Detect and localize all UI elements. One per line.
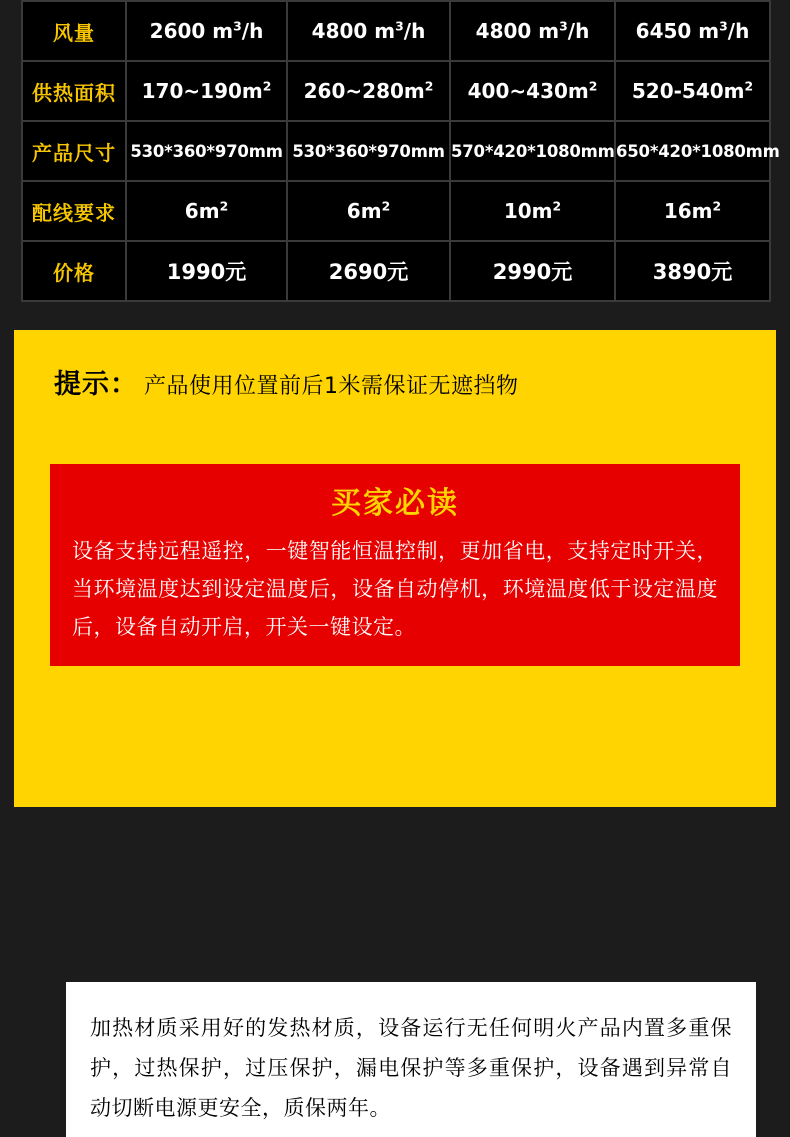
tip-row: [54, 362, 519, 401]
specification-table: [21, 0, 780, 302]
table-cell: [615, 121, 780, 181]
cell-value: 530*360*970mm: [130, 141, 283, 161]
table-cell: [615, 1, 770, 61]
table-cell: [615, 61, 770, 121]
row-label-wiring: 配线要求: [22, 181, 126, 241]
cell-value: $170\sim 190m^2$: [141, 78, 272, 103]
cell-value: $520-540m^2$: [631, 78, 754, 103]
table-row: [22, 61, 770, 121]
table-cell: [450, 1, 615, 61]
cell-value: 4800 $m^3/h$: [475, 18, 590, 43]
table-row: [22, 121, 770, 181]
price-value: 2990元: [492, 260, 573, 284]
table-cell: [287, 1, 450, 61]
price-value: 1990元: [166, 260, 247, 284]
table-cell: [450, 241, 615, 301]
cell-value: 2600 $m^3/h$: [149, 18, 264, 43]
table-cell: [450, 61, 615, 121]
buyer-must-read-title: 买家必读: [331, 486, 459, 521]
row-label-airflow: 风量: [22, 1, 126, 61]
table-cell: [126, 1, 287, 61]
cell-value: $400\sim 430m^2$: [467, 78, 598, 103]
table-cell: [287, 241, 450, 301]
cell-value: $10m^2$: [503, 198, 562, 223]
table-cell: [287, 181, 450, 241]
safety-info-box: [66, 982, 756, 1137]
table-cell: [287, 61, 450, 121]
cell-value: 6450 $m^3/h$: [635, 18, 750, 43]
table-cell: [126, 121, 287, 181]
price-value: 3890元: [652, 260, 733, 284]
cell-value: 530*360*970mm: [292, 141, 445, 161]
table-cell: [450, 181, 615, 241]
row-label-price: 价格: [22, 241, 126, 301]
tip-text: 产品使用位置前后1米需保证无遮挡物: [144, 374, 519, 399]
price-value: 2690元: [328, 260, 409, 284]
table-cell: [126, 241, 287, 301]
safety-info-body: 加热材质采用好的发热材质，设备运行无任何明火产品内置多重保护，过热保护，过压保护，漏电保护等多重保护，设备遇到异常自动切断电源更安全，质保两年。: [90, 1016, 732, 1120]
row-label-dimensions: 产品尺寸: [22, 121, 126, 181]
table-cell: [615, 241, 770, 301]
cell-value: 4800 $m^3/h$: [311, 18, 426, 43]
cell-value: 650*420*1080mm: [616, 141, 780, 161]
table-cell: [126, 61, 287, 121]
table-row: [22, 181, 770, 241]
table-cell: [126, 181, 287, 241]
notice-panel: [14, 330, 776, 1120]
cell-value: $6m^2$: [184, 198, 229, 223]
table-cell: [615, 181, 770, 241]
cell-value: $6m^2$: [346, 198, 391, 223]
tip-label: 提示：: [54, 369, 138, 400]
cell-value: $16m^2$: [663, 198, 722, 223]
cell-value: 570*420*1080mm: [451, 141, 615, 161]
buyer-must-read-box: [50, 464, 740, 666]
cell-value: $260\sim 280m^2$: [303, 78, 434, 103]
table-cell: [450, 121, 615, 181]
table-row: [22, 1, 770, 61]
buyer-must-read-body: 设备支持远程遥控，一键智能恒温控制，更加省电，支持定时开关，当环境温度达到设定温度后，设备自动停机，环境温度低于设定温度后，设备自动开启，开关一键设定。: [72, 539, 718, 639]
row-label-heating-area: 供热面积: [22, 61, 126, 121]
table-row: [22, 241, 770, 301]
table-cell: [287, 121, 450, 181]
